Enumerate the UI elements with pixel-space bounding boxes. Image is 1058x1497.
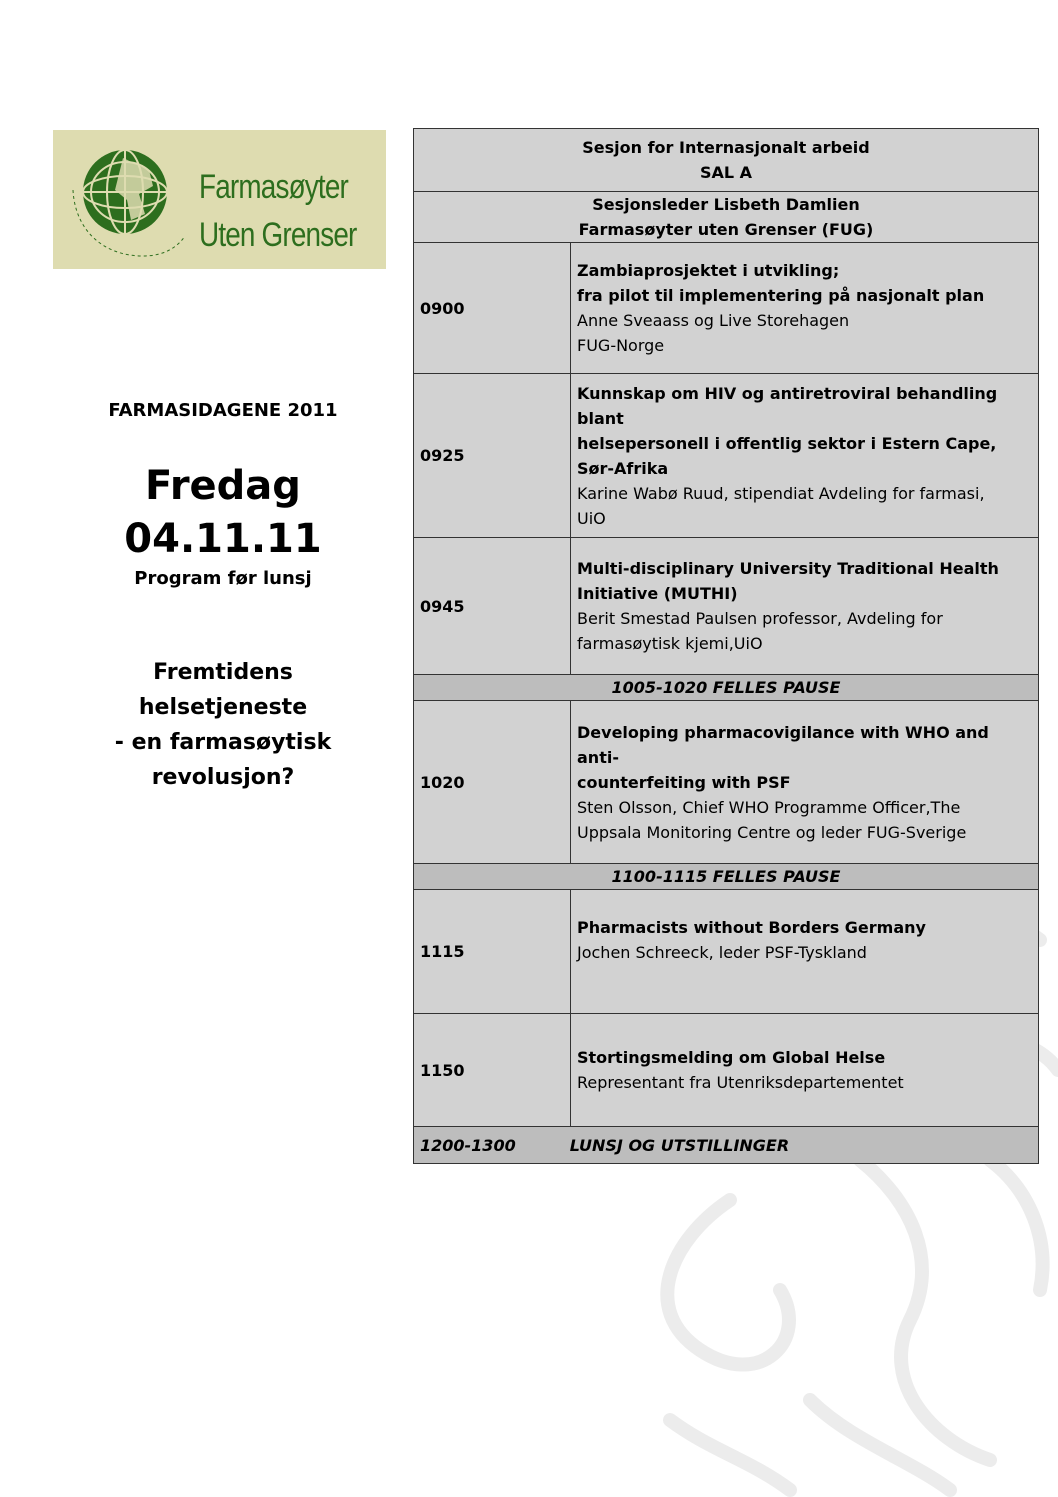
theme-line: revolusjon? [151, 765, 295, 790]
logo-title-line2: Uten Grenser [199, 216, 357, 254]
session-time: 1020 [414, 701, 571, 864]
talk-title-line: Multi-disciplinary University Traditional Health [577, 559, 999, 578]
table-row [414, 1014, 1039, 1127]
talk-title-line: fra pilot til implementering på nasjonalt plan [577, 286, 985, 305]
lunch-time: 1200-1300 [420, 1135, 516, 1155]
talk-title-line: Kunnskap om HIV og antiretroviral behandling blant [577, 383, 998, 428]
talk-title-line: Stortingsmelding om Global Helse [577, 1048, 886, 1067]
talk-speaker-line: Uppsala Monitoring Centre og leder FUG-Sverige [577, 822, 967, 842]
table-row [414, 243, 1039, 374]
table-row [414, 890, 1039, 1014]
pause-label: 1005-1020 FELLES PAUSE [414, 675, 1039, 701]
theme-block [53, 655, 393, 795]
session-time: 1115 [414, 890, 571, 1014]
table-row [414, 701, 1039, 864]
logo-title-line1: Farmasøyter [199, 168, 348, 206]
session-title: Sesjon for Internasjonalt arbeid [582, 138, 870, 157]
talk-title-line: Initiative (MUTHI) [577, 584, 738, 603]
talk-speaker-line: Sten Olsson, Chief WHO Programme Officer,The [577, 797, 961, 817]
table-row [414, 374, 1039, 538]
session-cell [571, 890, 1039, 1014]
session-chair: Sesjonsleder Lisbeth Damlien [592, 195, 860, 214]
session-time: 0945 [414, 538, 571, 675]
lunch-label: LUNSJ OG UTSTILLINGER [569, 1135, 790, 1155]
talk-title-line: Sør-Afrika [577, 458, 669, 478]
talk-title-line: helsepersonell i offentlig sektor i Estern Cape, [577, 433, 997, 453]
talk-title-line: Pharmacists without Borders Germany [577, 917, 926, 937]
session-cell [571, 374, 1039, 538]
date-heading: 04.11.11 [124, 516, 322, 562]
talk-speaker-line: UiO [577, 508, 606, 528]
table-row [414, 538, 1039, 675]
talk-speaker-line: Berit Smestad Paulsen professor, Avdeling for [577, 609, 943, 628]
session-cell [571, 243, 1039, 374]
lunch-row [414, 1127, 1039, 1164]
talk-speaker-line: Anne Sveaass og Live Storehagen [577, 311, 850, 330]
talk-title-line: Developing pharmacovigilance with WHO and anti- [577, 722, 989, 767]
talk-title-line: Zambiaprosjektet i utvikling; [577, 261, 840, 280]
schedule-table [413, 128, 1039, 1164]
theme-line: Fremtidens [153, 660, 293, 685]
pause-row [414, 864, 1039, 890]
event-name: FARMASIDAGENE 2011 [108, 400, 338, 421]
talk-speaker-line: FUG-Norge [577, 336, 665, 355]
pause-label: 1100-1115 FELLES PAUSE [414, 864, 1039, 890]
session-cell [571, 701, 1039, 864]
talk-speaker-line: Representant fra Utenriksdepartementet [577, 1073, 904, 1092]
program-subtitle: Program før lunsj [134, 568, 312, 589]
session-cell [571, 538, 1039, 675]
logo [53, 130, 386, 269]
session-header [414, 129, 1039, 192]
talk-title-line: counterfeiting with PSF [577, 772, 791, 792]
globe-icon [53, 130, 193, 269]
session-room: SAL A [699, 163, 753, 182]
session-chair-header [414, 192, 1039, 243]
session-cell [571, 1014, 1039, 1127]
session-organisation: Farmasøyter uten Grenser (FUG) [578, 220, 874, 239]
talk-speaker-line: Jochen Schreeck, leder PSF-Tyskland [577, 942, 867, 962]
talk-speaker-line: Karine Wabø Ruud, stipendiat Avdeling for farmasi, [577, 483, 985, 503]
session-time: 1150 [414, 1014, 571, 1127]
pause-row [414, 675, 1039, 701]
theme-line: - en farmasøytisk [114, 730, 332, 755]
theme-line: helsetjeneste [138, 695, 308, 720]
session-time: 0925 [414, 374, 571, 538]
day-heading: Fredag [145, 463, 301, 509]
talk-speaker-line: farmasøytisk kjemi,UiO [577, 634, 763, 653]
session-time: 0900 [414, 243, 571, 374]
